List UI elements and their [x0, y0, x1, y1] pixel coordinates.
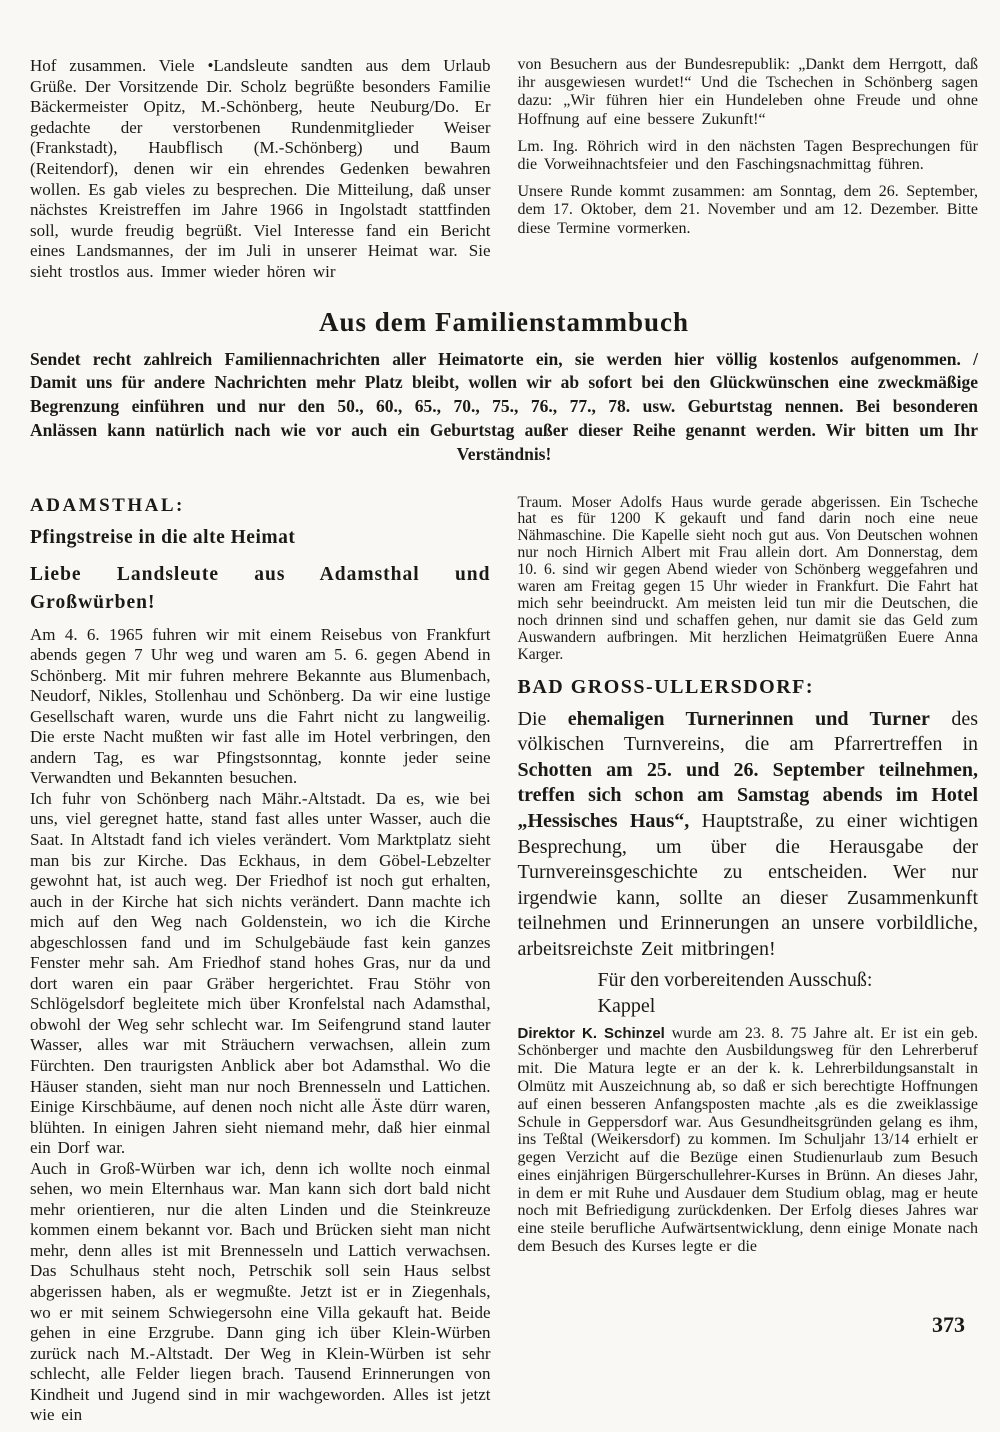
top-right-paragraph-1: von Besuchern aus der Bundesrepublik: „Dankt dem Herrgott, daß ihr ausgewiesen wurdet!“ Und die Tschechen in Schönberg sagen dazu: „Wir führen hier ein Hundeleben ohne Freude und ohne Hoffnung auf eine bessere Zukunft!“	[517, 56, 978, 128]
left-paragraph-2: Ich fuhr von Schönberg nach Mähr.-Altstadt. Da es, wie bei uns, viel geregnet hatte, stand fast alles unter Wasser, auch die Saat. In Altstadt fand ich vieles verändert. Vom Marktplatz sieht man bis zur Kirche. Das Eckhaus, in dem Göbel-Lebzelter gewohnt hat, ist auch weg. Der Friedhof ist noch gut erhalten, auch in der Kirche hat sich nichts verändert. Dann machte ich mich auf den Weg nach Goldenstein, wo ich die Kirche abgeschlossen fand und im Schulgebäude fast kein ganzes Fenster mehr sah. Am Friedhof stand hohes Gras, nur da und dort waren ein paar Gräber hergerichtet. Frau Stöhr von Schlögelsdorf begleitete mich über Kronfelstal nach Adamsthal, obwohl der Weg sehr schlecht war. Im Seifengrund stand lauter Wasser, alles war mit Sträuchern verwachsen, allein zum Fürchten. Den traurigsten Anblick aber bot Adamsthal. Wo die Häuser standen, sieht man nur noch Brennesseln und Lattichen. Einige Kirschbäume, auf denen noch nicht alle Äste dürr waren, blühten. In einigen Jahren sieht niemand mehr, daß hier einmal ein Dorf war.	[30, 788, 491, 1158]
right-column	[518, 495, 979, 1426]
top-left-column	[30, 56, 491, 283]
birthday-note-paragraph: Direktor K. Schinzel wurde am 23. 8. 75 Jahre alt. Er ist ein geb. Schönberger und machte den Ausbildungsweg für den Lehrerberuf mit. Die Matura legte er an der k. k. Lehrerbildungsanstalt in Olmütz mit Auszeichnung ab, so daß er sich berechtigte Hoffnungen auf einen besseren Anfangsposten machte ,als es die zweiklassige Schule in Geppersdorf war. Aus Gesundheitsgründen gelang es ihm, ins Teßtal (Weikersdorf) zu kommen. Im Schuljahr 13/14 erhielt er gegen Verzicht auf die Bezüge einen Studienurlaub zum Besuch eines einjährigen Bürgerschullehrer-Kurses in Brünn. An dieses Jahr, in dem er mit Ruhe und Ausdauer dem Studium oblag, mag er heute noch mit Befriedigung zurückdenken. Der Erfolg dieses Jahres war eine steile berufliche Aufwärtsentwicklung, denn einige Monate nach dem Besuch des Kurses legte er die	[517, 1024, 978, 1256]
top-section	[30, 56, 978, 283]
left-paragraph-3: Auch in Groß-Würben war ich, denn ich wollte noch einmal sehen, wo mein Elternhaus war. Man kann sich dort bald nicht mehr orientieren, nur die alten Linden und die Steinkreuze kommen einem bekannt vor. Bach und Brücken sieht man nicht mehr, denn alles ist mit Brennesseln und Lattich verwachsen. Das Schulhaus steht noch, Petrschik soll sein Haus selbst abgerissen haben, als er wegmußte. Jetzt ist er in Ziegenhals, wo er mit seinem Schwiegersohn eine Villa gekauft hat. Beide gehen in eine Erzgrube. Dann ging ich über Klein-Würben zurück nach M.-Altstadt. Der Weg in Klein-Würben ist sehr schlecht, alle Felder liegen brach. Tausend Erinnerungen von Kindheit und Jugend sind in mir wachgeworden. Alles ist jetzt wie ein	[30, 1158, 491, 1425]
section-subtitle: Pfingstreise in die alte Heimat	[30, 526, 296, 548]
page-number: 373	[932, 1312, 965, 1337]
top-right-column	[518, 56, 979, 283]
section-salutation: Liebe Landsleute aus Adamsthal und Großwürben!	[30, 563, 491, 613]
main-section	[30, 495, 978, 1426]
top-right-paragraph-3: Unsere Runde kommt zusammen: am Sonntag, dem 26. September, dem 17. Oktober, dem 21. November und am 12. Dezember. Bitte diese Termine vormerken.	[517, 183, 978, 237]
top-right-paragraph-2: Lm. Ing. Röhrich wird in den nächsten Tagen Besprechungen für die Vorweihnachtsfeier und den Faschingsnachmittag führen.	[517, 137, 978, 174]
section-title-adamsthal: ADAMSTHAL:	[30, 494, 185, 516]
announcement-paragraph: Die ehemaligen Turnerinnen und Turner des völkischen Turnvereins, die am Pfarrertreffen in Schotten am 25. und 26. September teilnehmen, treffen sich schon am Samstag abends im Hotel „Hessisches Haus“, Hauptstraße, zu einer wichtigen Besprechung, um über die Herausgabe der Turnvereinsgeschichte zu entscheiden. Wer nur irgendwie kann, sollte an dieser Zusammenkunft teilnehmen und Erinnerungen an unsere vorbildliche, arbeitsreichste Zeit mitbringen!	[517, 707, 978, 960]
left-column	[30, 495, 491, 1426]
signature-block	[518, 967, 979, 1019]
right-continuation-paragraph: Traum. Moser Adolfs Haus wurde gerade abgerissen. Ein Tscheche hat es für 1200 K gekauft und fand darin noch eine neue Nähmaschine. Die Kapelle sieht noch gut aus. Von Deutschen wohnen nur noch Hirnich Albert mit Frau allein dort. Am Donnerstag, dem 10. 6. sind wir gegen Abend wieder von Schönberg weggefahren und waren am Freitag gegen 15 Uhr wieder in Frankfurt. Die Fahrt hat mich sehr beeindruckt. Am meisten leid tun mir die Deutschen, die noch drinnen sind und schaffen gehen, nur damit sie das Geld zum Auswandern aufbringen. Mit herzlichen Heimatgrüßen Euere Anna Karger.	[517, 493, 978, 663]
article-headline: Aus dem Familienstammbuch	[318, 306, 689, 337]
signature-line-1: Für den vorbereitenden Ausschuß:	[597, 968, 873, 991]
signature-line-2: Kappel	[597, 994, 656, 1017]
article-intro: Sendet recht zahlreich Familiennachrichten aller Heimatorte ein, sie werden hier völlig kostenlos aufgenommen. / Damit uns für andere Nachrichten mehr Platz bleibt, wollen wir ab sofort bei den Glückwünschen eine zweckmäßige Begrenzung einführen und nur den 50., 60., 65., 70., 75., 76., 77., 78. usw. Geburtstag nennen. Bei besonderen Anlässen kann natürlich nach wie vor auch ein Geburtstag außer dieser Reihe genannt werden. Wir bitten um Ihr Verständnis!	[30, 348, 978, 464]
section-title-bad-gross-ullersdorf: BAD GROSS-ULLERSDORF:	[517, 675, 815, 698]
left-paragraph-1: Am 4. 6. 1965 fuhren wir mit einem Reisebus von Frankfurt abends gegen 7 Uhr weg und waren am 5. 6. gegen Abend in Schönberg. Mit mir fuhren mehrere Bekannte aus Blumenbach, Neudorf, Nikles, Stollenhau und Schönberg. Da wir eine lustige Gesellschaft waren, wurde uns die Fahrt nicht zu langweilig. Die erste Nacht mußten wir fast alle im Hotel verbringen, den andern Tag, es war Pfingstsonntag, konnte jeder seine Verwandten und Bekannten besuchen.	[30, 624, 491, 788]
top-left-paragraph: Hof zusammen. Viele •Landsleute sandten aus dem Urlaub Grüße. Der Vorsitzende Dir. Scholz begrüßte besonders Familie Bäckermeister Opitz, M.-Schönberg, heute Neuburg/Do. Er gedachte der verstorbenen Rundenmitglieder Weiser (Frankstadt), Haubflisch (M.-Schönberg) und Baum (Reitendorf), denen wir ein ehrendes Gedenken bewahren wollen. Es gab vieles zu besprechen. Die Mitteilung, daß unser nächstes Kreistreffen im Jahre 1966 in Ingolstadt stattfinden soll, wurde freudig begrüßt. Viel Interesse fand ein Bericht eines Landsmannes, der im Juli in unserer Heimat war. Sie sieht trostlos aus. Immer wieder hören wir	[30, 56, 491, 281]
